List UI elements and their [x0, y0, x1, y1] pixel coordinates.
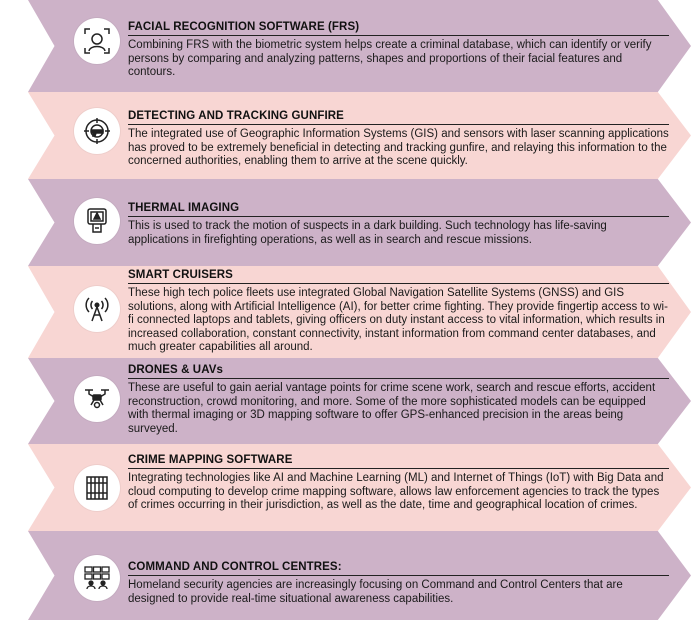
section-gunfire	[128, 109, 669, 169]
section-thermal	[128, 201, 669, 247]
section-body: Homeland security agencies are increasingly focusing on Command and Control Centers that are designed to provide real-time situational awareness capabilities.	[128, 579, 623, 605]
prison-bars-icon-badge	[74, 465, 120, 511]
crosshair-gun-icon	[82, 116, 112, 146]
section-body: Combining FRS with the biometric system helps create a criminal database, which can identify or verify persons by comparing and analyzing patterns, shapes and proportions of their facial features and contours.	[128, 39, 652, 78]
thermal-camera-icon	[82, 206, 112, 236]
section-frs	[128, 20, 669, 80]
thermal-camera-icon-badge	[74, 198, 120, 244]
face-scan-icon-badge	[74, 18, 120, 64]
section-title: DETECTING AND TRACKING GUNFIRE	[128, 109, 669, 125]
section-title: SMART CRUISERS	[128, 268, 669, 284]
section-cruisers	[128, 268, 669, 355]
section-body: Integrating technologies like AI and Machine Learning (ML) and Internet of Things (IoT) with Big Data and cloud computing to develop crime mapping software, allows law enforcement agencies to track the types of crimes occurring in their jurisdiction, as well as the date, time and geographical location of crimes.	[128, 472, 664, 511]
drone-icon	[82, 384, 112, 414]
section-command	[128, 560, 669, 606]
signal-tower-icon-badge	[74, 286, 120, 332]
section-title: DRONES & UAVs	[128, 363, 669, 379]
section-title: FACIAL RECOGNITION SOFTWARE (FRS)	[128, 20, 669, 36]
face-scan-icon	[82, 26, 112, 56]
section-title: THERMAL IMAGING	[128, 201, 669, 217]
section-body: The integrated use of Geographic Information Systems (GIS) and sensors with laser scanning applications has proved to be extremely beneficial in detecting and tracking gunfire, and relaying this information to the concerned authorities, enabling them to arrive at the scene quickly.	[128, 128, 669, 167]
section-title: COMMAND AND CONTROL CENTRES:	[128, 560, 669, 576]
control-room-icon	[82, 563, 112, 593]
section-drones	[128, 363, 669, 436]
prison-bars-icon	[82, 473, 112, 503]
control-room-icon-badge	[74, 555, 120, 601]
section-body: These are useful to gain aerial vantage points for crime scene work, search and rescue efforts, accident reconstruction, crowd monitoring, and more. Some of the more sophisticated models can be equipped with thermal imaging or 3D mapping software to offer GPS-enhanced precision in the areas being surveyed.	[128, 382, 656, 435]
section-body: This is used to track the motion of suspects in a dark building. Such technology has life-saving applications in firefighting operations, as well as in search and rescue missions.	[128, 220, 607, 246]
crosshair-gun-icon-badge	[74, 108, 120, 154]
section-title: CRIME MAPPING SOFTWARE	[128, 453, 669, 469]
signal-tower-icon	[82, 294, 112, 324]
drone-icon-badge	[74, 376, 120, 422]
section-body: These high tech police fleets use integrated Global Navigation Satellite Systems (GNSS) and GIS solutions, along with Artificial Intelligence (AI), for better crime fighting. They provide fingertip access to wi-fi connected laptops and tablets, giving officers on duty instant access to vital information, which results in increased collaboration, constant connectivity, instant information from command center databases, and much greater capabilities all around.	[128, 287, 668, 353]
section-crime-mapping	[128, 453, 669, 513]
